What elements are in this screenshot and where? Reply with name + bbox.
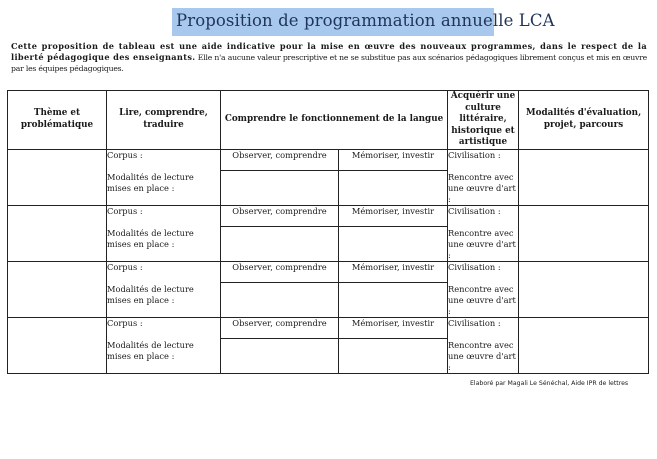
modalites-cell[interactable] xyxy=(519,205,649,261)
observer-input-cell[interactable] xyxy=(221,170,339,205)
observer-label: Observer, comprendre xyxy=(232,261,327,272)
memoriser-label: Mémoriser, investir xyxy=(351,317,435,328)
memoriser-label: Mémoriser, investir xyxy=(351,205,435,216)
corpus-label: Corpus : xyxy=(107,317,143,328)
culture-cell[interactable] xyxy=(448,317,519,373)
header-comprendre: Comprendre le fonctionnement de la langue xyxy=(221,91,448,150)
author-credit: Elaboré par Magali Le Sénéchal, Aide IPR de lettres xyxy=(470,380,629,387)
corpus-label: Corpus : xyxy=(107,149,143,160)
memoriser-input-cell[interactable] xyxy=(339,282,448,317)
observer-cell xyxy=(221,205,339,226)
observer-input-cell[interactable] xyxy=(221,282,339,317)
corpus-label: Corpus : xyxy=(107,205,143,216)
culture-cell[interactable] xyxy=(448,149,519,205)
modalites-cell[interactable] xyxy=(519,149,649,205)
civilisation-label: Civilisation : xyxy=(448,261,501,272)
modalites-cell[interactable] xyxy=(519,317,649,373)
modalites-lecture-label: Modalités de lecture mises en place : xyxy=(107,339,194,361)
culture-cell[interactable] xyxy=(448,205,519,261)
rencontre-label: Rencontre avec une œuvre d'art : xyxy=(448,171,516,204)
observer-cell xyxy=(221,317,339,338)
intro-paragraph xyxy=(11,41,647,75)
modalites-cell[interactable] xyxy=(519,261,649,317)
title-banner xyxy=(172,8,555,36)
civilisation-label: Civilisation : xyxy=(448,149,501,160)
corpus-label: Corpus : xyxy=(107,261,143,272)
memoriser-cell xyxy=(339,149,448,170)
intro-regular-text: Elle n'a aucune valeur prescriptive et ne se substitue pas aux scénarios pédagogiques librement conçus et mis en œuvre par les équipes pédagogiques. xyxy=(11,53,647,74)
header-culture: Acquérir une culture littéraire, historique et artistique xyxy=(448,91,519,150)
table-row xyxy=(8,205,649,226)
intro-bold-text: Cette proposition de tableau est une aide indicative pour la mise en œuvre des nouveaux programmes, dans le respect de la liberté pédagogique des enseignants. xyxy=(11,41,647,63)
page-title: Proposition de programmation annuelle LCA xyxy=(176,11,555,30)
memoriser-cell xyxy=(339,205,448,226)
theme-cell[interactable] xyxy=(8,205,107,261)
civilisation-label: Civilisation : xyxy=(448,205,501,216)
observer-label: Observer, comprendre xyxy=(232,149,327,160)
header-lire: Lire, comprendre, traduire xyxy=(107,91,221,150)
header-modalites: Modalités d'évaluation, projet, parcours xyxy=(519,91,649,150)
observer-cell xyxy=(221,149,339,170)
header-row xyxy=(8,91,649,150)
memoriser-cell xyxy=(339,317,448,338)
memoriser-input-cell[interactable] xyxy=(339,170,448,205)
programming-table xyxy=(7,90,649,374)
observer-input-cell[interactable] xyxy=(221,226,339,261)
lire-cell[interactable] xyxy=(107,261,221,317)
civilisation-label: Civilisation : xyxy=(448,317,501,328)
theme-cell[interactable] xyxy=(8,261,107,317)
memoriser-label: Mémoriser, investir xyxy=(351,261,435,272)
observer-input-cell[interactable] xyxy=(221,338,339,373)
table-row xyxy=(8,317,649,338)
observer-label: Observer, comprendre xyxy=(232,317,327,328)
theme-cell[interactable] xyxy=(8,317,107,373)
modalites-lecture-label: Modalités de lecture mises en place : xyxy=(107,171,194,193)
modalites-lecture-label: Modalités de lecture mises en place : xyxy=(107,283,194,305)
memoriser-input-cell[interactable] xyxy=(339,226,448,261)
header-theme: Thème et problématique xyxy=(8,91,107,150)
rencontre-label: Rencontre avec une œuvre d'art : xyxy=(448,227,516,260)
lire-cell[interactable] xyxy=(107,149,221,205)
table-row xyxy=(8,149,649,170)
memoriser-input-cell[interactable] xyxy=(339,338,448,373)
memoriser-cell xyxy=(339,261,448,282)
lire-cell[interactable] xyxy=(107,317,221,373)
lire-cell[interactable] xyxy=(107,205,221,261)
observer-label: Observer, comprendre xyxy=(232,205,327,216)
culture-cell[interactable] xyxy=(448,261,519,317)
rencontre-label: Rencontre avec une œuvre d'art : xyxy=(448,283,516,316)
table-row xyxy=(8,261,649,282)
observer-cell xyxy=(221,261,339,282)
memoriser-label: Mémoriser, investir xyxy=(351,149,435,160)
modalites-lecture-label: Modalités de lecture mises en place : xyxy=(107,227,194,249)
theme-cell[interactable] xyxy=(8,149,107,205)
rencontre-label: Rencontre avec une œuvre d'art : xyxy=(448,339,516,372)
